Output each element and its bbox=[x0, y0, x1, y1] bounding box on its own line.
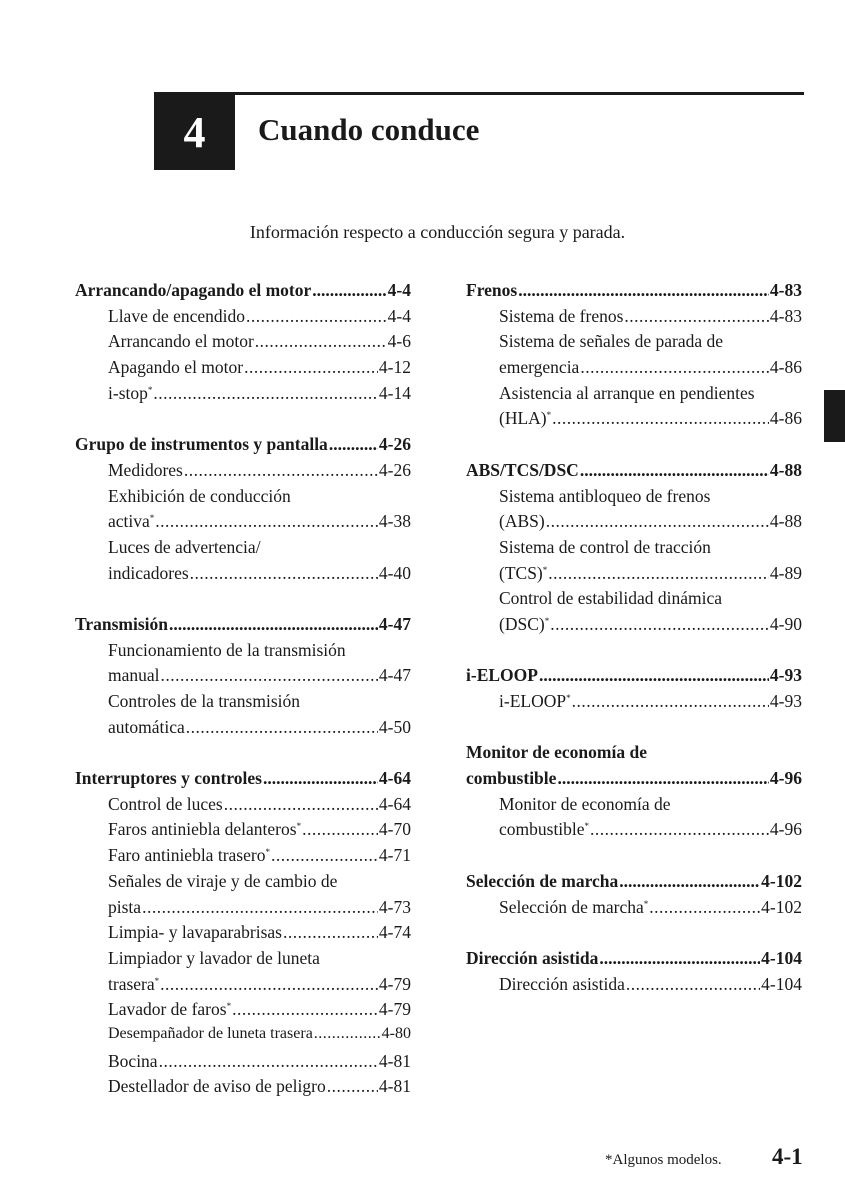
dot-leader bbox=[518, 280, 769, 301]
toc-entry-text bbox=[108, 871, 337, 892]
toc-entry-label: Sistema de frenos bbox=[499, 305, 624, 326]
dot-leader bbox=[550, 614, 769, 635]
toc-entry-label: Luces de advertencia/ bbox=[108, 536, 261, 557]
toc-page-ref: 4-4 bbox=[387, 305, 411, 326]
dot-leader bbox=[557, 768, 768, 789]
toc-page-ref: 4-40 bbox=[378, 562, 411, 583]
toc-entry-text bbox=[108, 1025, 313, 1043]
toc-entry[interactable] bbox=[466, 511, 802, 537]
toc-entry-text bbox=[466, 871, 618, 892]
toc-page-ref: 4-26 bbox=[378, 459, 411, 480]
footnote-asterisk: * bbox=[544, 615, 550, 626]
toc-entry-label: Arrancando el motor bbox=[108, 331, 254, 352]
toc-entry-label: (DSC) bbox=[499, 613, 545, 634]
toc-entry[interactable] bbox=[75, 1076, 411, 1102]
dot-leader bbox=[186, 717, 378, 738]
toc-entry-text bbox=[108, 794, 223, 815]
toc-page-ref: 4-74 bbox=[378, 922, 411, 943]
toc-entry[interactable] bbox=[466, 897, 802, 923]
toc-entry-label: Control de estabilidad dinámica bbox=[499, 588, 723, 609]
dot-leader bbox=[302, 819, 378, 840]
toc-entry[interactable] bbox=[75, 460, 411, 486]
toc-entry-label: Desempañador de luneta trasera bbox=[108, 1024, 313, 1042]
dot-leader bbox=[283, 922, 378, 943]
dot-leader bbox=[580, 357, 769, 378]
dot-leader bbox=[232, 999, 378, 1020]
toc-entry-text bbox=[466, 742, 647, 763]
dot-leader bbox=[190, 563, 378, 584]
toc-entry-text bbox=[499, 357, 579, 378]
footnote-asterisk: * bbox=[296, 821, 302, 832]
toc-entry-label: Monitor de economía de bbox=[499, 793, 671, 814]
toc-entry-text bbox=[75, 280, 311, 301]
toc-page-ref: 4-88 bbox=[769, 511, 802, 532]
toc-page-ref: 4-86 bbox=[769, 408, 802, 429]
toc-entry[interactable] bbox=[466, 408, 802, 434]
toc-entry[interactable] bbox=[75, 1051, 411, 1077]
toc-entry[interactable] bbox=[75, 845, 411, 871]
toc-entry-text bbox=[499, 897, 648, 918]
toc-entry[interactable] bbox=[75, 794, 411, 820]
footnote-asterisk: * bbox=[147, 384, 153, 395]
toc-entry-text bbox=[108, 640, 346, 661]
toc-entry-label: Bocina bbox=[108, 1050, 158, 1071]
toc-entry-label: Faros antiniebla delanteros bbox=[108, 819, 297, 840]
dot-leader bbox=[153, 383, 378, 404]
toc-heading-entry[interactable] bbox=[75, 434, 411, 460]
toc-entry-text bbox=[499, 563, 547, 584]
toc-page-ref: 4-90 bbox=[769, 613, 802, 634]
chapter-number-box bbox=[154, 95, 235, 170]
toc-page-ref: 4-93 bbox=[769, 665, 802, 686]
toc-page-ref: 4-104 bbox=[761, 973, 802, 994]
toc-entry-label: Asistencia al arranque en pendientes bbox=[499, 382, 755, 403]
toc-page-ref: 4-50 bbox=[378, 716, 411, 737]
toc-entry-text bbox=[108, 665, 160, 686]
toc-entry bbox=[75, 486, 411, 512]
toc-entry-text bbox=[108, 383, 152, 404]
dot-leader bbox=[159, 1051, 378, 1072]
toc-page-ref: 4-38 bbox=[378, 511, 411, 532]
toc-page-ref: 4-73 bbox=[378, 896, 411, 917]
toc-entry-text bbox=[466, 665, 538, 686]
footnote-asterisk: * bbox=[542, 564, 548, 575]
dot-leader bbox=[327, 1076, 378, 1097]
toc-page-ref: 4-64 bbox=[378, 768, 411, 789]
toc-entry-text bbox=[108, 691, 300, 712]
toc-entry-label: (ABS) bbox=[499, 511, 545, 532]
dot-leader bbox=[169, 614, 378, 635]
toc-page-ref: 4-71 bbox=[378, 845, 411, 866]
toc-entry-text bbox=[499, 511, 545, 532]
toc-entry-text bbox=[108, 1076, 326, 1097]
dot-leader bbox=[599, 948, 760, 969]
toc-entry-label: Controles de la transmisión bbox=[108, 691, 300, 711]
toc-entry-label: Interruptores y controles bbox=[75, 768, 262, 789]
toc-entry-text bbox=[499, 331, 723, 352]
toc-page-ref: 4-96 bbox=[769, 819, 802, 840]
toc-entry-text bbox=[499, 819, 589, 840]
toc-entry bbox=[466, 486, 802, 512]
toc-entry-label: emergencia bbox=[499, 357, 580, 378]
toc-page-ref: 4-47 bbox=[378, 613, 411, 634]
toc-page-ref: 4-70 bbox=[378, 819, 411, 840]
dot-leader bbox=[619, 871, 760, 892]
toc-entry-text bbox=[499, 306, 623, 327]
toc-entry[interactable] bbox=[75, 717, 411, 743]
page-number: 4-1 bbox=[772, 1144, 803, 1169]
dot-leader bbox=[546, 511, 769, 532]
dot-leader bbox=[312, 280, 386, 301]
footnote-asterisk: * bbox=[149, 513, 155, 524]
toc-page-ref: 4-83 bbox=[769, 305, 802, 326]
toc-entry-label: Señales de viraje y de cambio de bbox=[108, 870, 338, 891]
toc-entry bbox=[75, 948, 411, 974]
toc-spacer bbox=[75, 588, 411, 614]
toc-entry-text bbox=[499, 794, 671, 815]
toc-spacer bbox=[75, 408, 411, 434]
toc-entry[interactable] bbox=[466, 306, 802, 332]
toc-page-ref: 4-6 bbox=[387, 331, 411, 352]
toc-entry-text bbox=[108, 845, 270, 866]
toc-entry-label: Lavador de faros bbox=[108, 999, 227, 1020]
toc-entry[interactable] bbox=[466, 614, 802, 640]
toc-entry-text bbox=[499, 588, 722, 609]
toc-entry-label: Destellador de aviso de peligro bbox=[108, 1076, 326, 1097]
dot-leader bbox=[160, 974, 378, 995]
toc-page-ref: 4-80 bbox=[381, 1024, 411, 1042]
dot-leader bbox=[246, 306, 387, 327]
toc-entry[interactable] bbox=[75, 383, 411, 409]
toc-page-ref: 4-81 bbox=[378, 1050, 411, 1071]
toc-entry[interactable] bbox=[75, 306, 411, 332]
toc-entry-text bbox=[108, 1051, 158, 1072]
toc-heading-entry bbox=[466, 742, 802, 768]
toc-right-column bbox=[466, 280, 802, 999]
dot-leader bbox=[572, 691, 769, 712]
toc-entry bbox=[75, 537, 411, 563]
toc-entry-label: combustible bbox=[499, 819, 585, 840]
toc-entry[interactable] bbox=[466, 691, 802, 717]
dot-leader bbox=[314, 1025, 381, 1043]
toc-page-ref: 4-83 bbox=[769, 280, 802, 300]
toc-spacer bbox=[466, 845, 802, 871]
toc-page-ref: 4-4 bbox=[387, 280, 411, 300]
toc-entry[interactable] bbox=[75, 511, 411, 537]
toc-entry-label: Frenos bbox=[466, 280, 518, 300]
toc-entry-label: Limpiador y lavador de luneta bbox=[108, 947, 320, 968]
dot-leader bbox=[539, 665, 769, 686]
toc-entry-text bbox=[499, 614, 549, 635]
toc-entry-label: Control de luces bbox=[108, 793, 223, 814]
dot-leader bbox=[155, 511, 378, 532]
toc-entry[interactable] bbox=[466, 819, 802, 845]
toc-page-ref: 4-104 bbox=[761, 947, 802, 968]
toc-entry-label: Grupo de instrumentos y pantalla bbox=[75, 434, 328, 455]
toc-heading-entry[interactable] bbox=[466, 665, 802, 691]
toc-entry-text bbox=[499, 537, 711, 558]
dot-leader bbox=[271, 845, 378, 866]
toc-page-ref: 4-88 bbox=[769, 459, 802, 480]
toc-heading-entry[interactable] bbox=[75, 768, 411, 794]
toc-heading-entry[interactable] bbox=[466, 460, 802, 486]
toc-heading-entry[interactable] bbox=[75, 614, 411, 640]
toc-entry bbox=[466, 537, 802, 563]
footnote-asterisk: * bbox=[584, 821, 590, 832]
toc-entry bbox=[466, 331, 802, 357]
toc-entry-text bbox=[108, 331, 254, 352]
toc-entry-text bbox=[108, 819, 301, 840]
toc-page-ref: 4-79 bbox=[378, 973, 411, 994]
toc-page-ref: 4-86 bbox=[769, 357, 802, 378]
toc-spacer bbox=[466, 717, 802, 743]
toc-entry[interactable] bbox=[75, 357, 411, 383]
toc-page-ref: 4-89 bbox=[769, 562, 802, 583]
toc-entry-label: (TCS) bbox=[499, 562, 543, 583]
toc-entry[interactable] bbox=[75, 331, 411, 357]
toc-entry bbox=[466, 383, 802, 409]
toc-page-ref: 4-79 bbox=[378, 999, 411, 1020]
toc-spacer bbox=[466, 922, 802, 948]
toc-heading-entry[interactable] bbox=[466, 871, 802, 897]
dot-leader bbox=[649, 897, 760, 918]
toc-entry-label: trasera bbox=[108, 973, 155, 994]
toc-entry-label: (HLA) bbox=[499, 408, 547, 429]
toc-page-ref: 4-93 bbox=[769, 691, 802, 711]
toc-spacer bbox=[75, 742, 411, 768]
dot-leader bbox=[263, 768, 378, 789]
toc-page-ref: 4-102 bbox=[761, 870, 802, 891]
toc-entry bbox=[466, 794, 802, 820]
footnote-asterisk: * bbox=[566, 693, 571, 703]
toc-entry[interactable] bbox=[75, 563, 411, 589]
dot-leader bbox=[624, 306, 769, 327]
dot-leader bbox=[142, 897, 378, 918]
toc-entry-label: i-stop bbox=[108, 382, 148, 403]
toc-page-ref: 4-102 bbox=[761, 896, 802, 917]
toc-entry-label: Sistema de señales de parada de bbox=[499, 331, 724, 352]
dot-leader bbox=[255, 331, 387, 352]
toc-heading-entry[interactable] bbox=[466, 948, 802, 974]
toc-entry-text bbox=[466, 280, 517, 301]
toc-entry-text bbox=[466, 948, 598, 969]
toc-entry-text bbox=[108, 897, 141, 918]
toc-entry-text bbox=[108, 948, 320, 969]
toc-entry-label: pista bbox=[108, 896, 142, 917]
toc-heading-entry[interactable] bbox=[75, 280, 411, 306]
toc-entry bbox=[466, 588, 802, 614]
toc-left-column bbox=[75, 280, 411, 1102]
toc-entry-label: i-ELOOP bbox=[466, 665, 538, 686]
toc-entry-label: Faro antiniebla trasero bbox=[108, 845, 266, 866]
toc-entry-label: Dirección asistida bbox=[499, 973, 625, 994]
toc-entry-text bbox=[499, 408, 551, 429]
toc-heading-entry[interactable] bbox=[466, 768, 802, 794]
toc-entry bbox=[75, 640, 411, 666]
toc-entry-label: combustible bbox=[466, 768, 557, 789]
toc-page-ref: 4-96 bbox=[769, 768, 802, 789]
toc-entry-text bbox=[108, 922, 282, 943]
dot-leader bbox=[590, 819, 769, 840]
dot-leader bbox=[548, 563, 769, 584]
footnote-asterisk: * bbox=[226, 1001, 232, 1012]
chapter-intro: Información respecto a conducción segura y parada. bbox=[249, 222, 626, 242]
toc-entry-label: Apagando el motor bbox=[108, 357, 244, 378]
footnote-asterisk: * bbox=[546, 410, 552, 421]
toc-entry-text bbox=[108, 537, 261, 558]
dot-leader bbox=[329, 434, 378, 455]
toc-entry-label: Selección de marcha bbox=[466, 870, 619, 891]
toc-entry[interactable] bbox=[75, 819, 411, 845]
toc-entry-label: Medidores bbox=[108, 459, 183, 480]
toc-entry-text bbox=[466, 768, 556, 789]
toc-entry-label: Monitor de economía de bbox=[466, 742, 647, 763]
toc-entry[interactable] bbox=[466, 357, 802, 383]
toc-entry-label: Llave de encendido bbox=[108, 305, 246, 326]
chapter-number: 4 bbox=[183, 108, 206, 157]
toc-entry-text bbox=[108, 717, 185, 738]
toc-entry-text bbox=[108, 999, 231, 1020]
toc-entry-text bbox=[499, 974, 625, 995]
toc-entry-label: activa bbox=[108, 511, 150, 532]
toc-entry-text bbox=[108, 486, 291, 507]
toc-entry-text bbox=[108, 511, 154, 532]
toc-spacer bbox=[466, 434, 802, 460]
toc-entry-label: Sistema antibloqueo de frenos bbox=[499, 485, 711, 506]
toc-page-ref: 4-47 bbox=[378, 665, 411, 686]
toc-page-ref: 4-12 bbox=[378, 357, 411, 378]
footnote-asterisk: * bbox=[643, 898, 649, 909]
dot-leader bbox=[184, 460, 378, 481]
toc-entry-label: i-ELOOP bbox=[499, 691, 567, 711]
toc-entry-label: Limpia- y lavaparabrisas bbox=[108, 922, 282, 943]
toc-page-ref: 4-81 bbox=[378, 1076, 411, 1097]
dot-leader bbox=[580, 460, 769, 481]
toc-entry-text bbox=[108, 974, 159, 995]
toc-page-ref: 4-14 bbox=[378, 382, 411, 403]
dot-leader bbox=[626, 974, 760, 995]
toc-heading-entry[interactable] bbox=[466, 280, 802, 306]
toc-entry-label: manual bbox=[108, 665, 160, 686]
toc-entry-label: Dirección asistida bbox=[466, 947, 599, 968]
toc-entry-label: Selección de marcha bbox=[499, 896, 644, 917]
toc-page-ref: 4-26 bbox=[378, 434, 411, 455]
toc-entry[interactable] bbox=[75, 999, 411, 1025]
toc-entry[interactable] bbox=[75, 974, 411, 1000]
toc-entry[interactable] bbox=[466, 974, 802, 1000]
toc-entry-text bbox=[499, 383, 755, 404]
chapter-top-rule bbox=[154, 92, 804, 95]
toc-entry bbox=[75, 691, 411, 717]
toc-entry-label: Sistema de control de tracción bbox=[499, 536, 711, 557]
toc-entry-text bbox=[108, 460, 183, 481]
toc-entry-label: Funcionamiento de la transmisión bbox=[108, 639, 346, 660]
toc-entry[interactable] bbox=[75, 897, 411, 923]
toc-entry[interactable] bbox=[75, 922, 411, 948]
toc-entry-text bbox=[466, 460, 579, 481]
toc-entry bbox=[75, 871, 411, 897]
toc-entry-text bbox=[75, 434, 328, 455]
toc-entry[interactable] bbox=[75, 665, 411, 691]
toc-entry-text bbox=[499, 691, 571, 712]
chapter-title: Cuando conduce bbox=[258, 112, 480, 147]
toc-spacer bbox=[466, 640, 802, 666]
dot-leader bbox=[224, 794, 378, 815]
footnote: *Algunos modelos. bbox=[605, 1152, 722, 1168]
toc-entry-text bbox=[75, 768, 262, 789]
footnote-asterisk: * bbox=[265, 847, 270, 858]
dot-leader bbox=[161, 665, 378, 686]
footnote-asterisk: * bbox=[154, 975, 160, 986]
toc-entry-label: Exhibición de conducción bbox=[108, 485, 291, 506]
toc-entry-label: Arrancando/apagando el motor bbox=[75, 280, 312, 300]
dot-leader bbox=[244, 357, 378, 378]
toc-entry[interactable] bbox=[75, 1025, 411, 1051]
toc-entry-label: indicadores bbox=[108, 562, 189, 583]
toc-entry-text bbox=[108, 563, 189, 584]
toc-entry-label: automática bbox=[108, 716, 185, 737]
toc-entry-label: ABS/TCS/DSC bbox=[466, 459, 579, 480]
toc-entry-text bbox=[499, 486, 710, 507]
chapter-side-tab bbox=[824, 390, 845, 442]
dot-leader bbox=[552, 408, 769, 429]
toc-entry-label: Transmisión bbox=[75, 613, 169, 634]
toc-entry-text bbox=[75, 614, 168, 635]
toc-entry-text bbox=[108, 306, 245, 327]
toc-entry[interactable] bbox=[466, 563, 802, 589]
toc-page-ref: 4-64 bbox=[378, 793, 411, 814]
toc-entry-text bbox=[108, 357, 243, 378]
